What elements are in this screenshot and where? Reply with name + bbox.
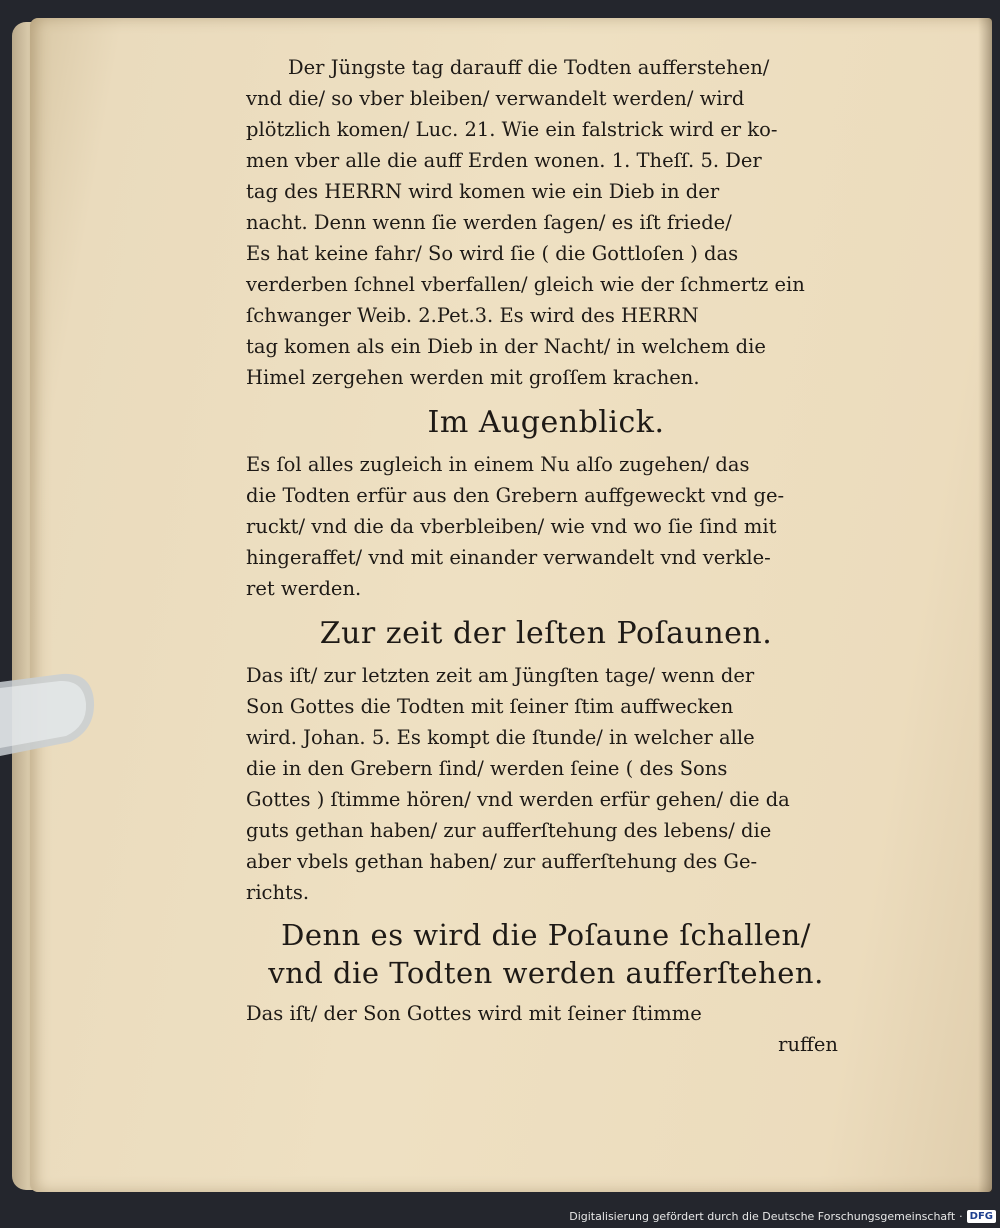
text-line: Gottes ) ſtimme hören/ vnd werden erfür gehen/ die da [246,788,790,811]
heading-line: vnd die Todten werden aufferſtehen. [268,956,824,990]
text-line: aber vbels gethan haben/ zur aufferſtehung des Ge- [246,850,758,873]
text-line: Son Gottes die Todten mit ſeiner ſtim auffwecken [246,695,734,718]
heading-line: Denn es wird die Poſaune ſchallen/ [281,918,811,952]
footer-separator: · [959,1209,963,1223]
paragraph-last-day [246,52,846,393]
text-line: nacht. Denn wenn ſie werden ſagen/ es iſt friede/ [246,211,732,234]
text-line: plötzlich komen/ Luc. 21. Wie ein falstrick wird er ko- [246,118,778,141]
text-line: Himel zergehen werden mit groſſem krachen. [246,366,700,389]
text-line: richts. [246,881,310,904]
catchword: ruffen [778,1033,838,1056]
paragraph-posaune [246,660,846,908]
text-line: vnd die/ so vber bleiben/ verwandelt werden/ wird [246,87,745,110]
text-line: Das iſt/ zur letzten zeit am Jüngſten tage/ wenn der [246,664,755,687]
text-line: tag des HERRN wird komen wie ein Dieb in der [246,180,720,203]
text-line: verderben ſchnel vberfallen/ gleich wie der ſchmertz ein [246,273,805,296]
text-line: Der Jüngste tag darauff die Todten aufferstehen/ [288,56,770,79]
page-text [246,52,846,1060]
heading-letzte-posaune: Zur zeit der leſten Poſaunen. [319,616,773,651]
text-line: guts gethan haben/ zur aufferſtehung des lebens/ die [246,819,772,842]
paragraph-son-gottes [246,998,846,1029]
footer [569,1207,996,1225]
paragraph-augenblick [246,449,846,604]
heading-posaune-schallen [246,916,846,992]
text-line: tag komen als ein Dieb in der Nacht/ in welchem die [246,335,766,358]
dfg-logo: DFG [967,1210,996,1223]
page-clip [0,668,96,760]
text-line: wird. Johan. 5. Es kompt die ſtunde/ in welcher alle [246,726,755,749]
text-line: ruckt/ vnd die da vberbleiben/ wie vnd wo ſie ſind mit [246,515,777,538]
text-line: Es hat keine fahr/ So wird ſie ( die Gottloſen ) das [246,242,739,265]
footer-credit: Digitalisierung gefördert durch die Deutsche Forschungsgemeinschaft [569,1209,956,1223]
text-line: die Todten erfür aus den Grebern auffgeweckt vnd ge- [246,484,785,507]
spine-shadow [978,18,992,1192]
text-line: men vber alle die auff Erden wonen. 1. Theſſ. 5. Der [246,149,762,172]
heading-im-augenblick: Im Augenblick. [427,405,665,440]
text-line: hingeraffet/ vnd mit einander verwandelt vnd verkle- [246,546,771,569]
text-line: ſchwanger Weib. 2.Pet.3. Es wird des HERRN [246,304,699,327]
text-line: Es ſol alles zugleich in einem Nu alſo zugehen/ das [246,453,750,476]
text-line: die in den Grebern ſind/ werden ſeine ( des Sons [246,757,728,780]
text-line: Das iſt/ der Son Gottes wird mit ſeiner ſtimme [246,1002,702,1025]
text-line: ret werden. [246,577,362,600]
